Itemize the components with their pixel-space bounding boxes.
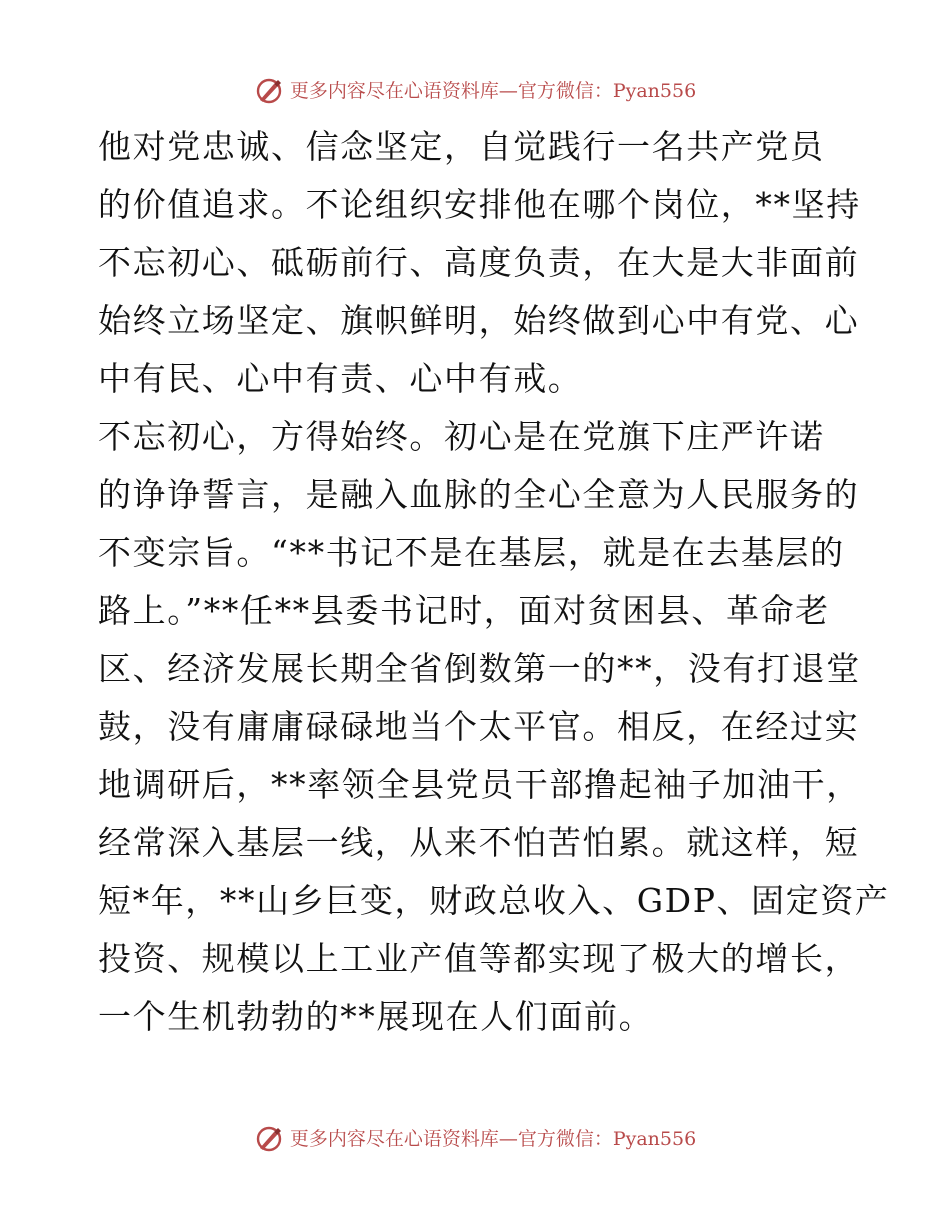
text-line: 的价值追求。不论组织安排他在哪个岗位，**坚持 [98, 185, 861, 224]
pen-circle-logo-icon [254, 1124, 284, 1154]
text-line: 不忘初心、砥砺前行、高度负责，在大是大非面前 [98, 243, 860, 282]
text-line: 不变宗旨。“**书记不是在基层，就是在去基层的 [98, 533, 845, 572]
text-line: 鼓，没有庸庸碌碌地当个太平官。相反，在经过实 [98, 707, 860, 746]
text-line: 投资、规模以上工业产值等都实现了极大的增长， [98, 939, 860, 978]
footer-banner [0, 1124, 950, 1154]
document-body [98, 118, 890, 1046]
pen-circle-logo-icon [254, 76, 284, 106]
footer-banner-text: 更多内容尽在心语资料库—官方微信：Pyan556 [289, 1128, 697, 1150]
header-banner-text: 更多内容尽在心语资料库—官方微信：Pyan556 [289, 80, 697, 102]
text-line: 地调研后，**率领全县党员干部撸起袖子加油干， [98, 765, 861, 804]
text-line: 一个生机勃勃的**展现在人们面前。 [98, 997, 654, 1036]
text-line: 经常深入基层一线，从来不怕苦怕累。就这样，短 [98, 823, 860, 862]
header-banner [0, 76, 950, 106]
text-line: 的诤诤誓言，是融入血脉的全心全意为人民服务的 [98, 475, 860, 514]
paragraph-2 [98, 408, 890, 1046]
text-line: 始终立场坚定、旗帜鲜明，始终做到心中有党、心 [98, 301, 860, 340]
text-line: 中有民、心中有责、心中有戒。 [98, 359, 583, 398]
text-line: 他对党忠诚、信念坚定，自觉践行一名共产党员 [98, 127, 825, 166]
text-line: 区、经济发展长期全省倒数第一的**，没有打退堂 [98, 649, 861, 688]
text-line: 不忘初心，方得始终。初心是在党旗下庄严许诺 [98, 417, 825, 456]
text-line: 路上。”**任**县委书记时，面对贫困县、革命老 [98, 591, 830, 630]
text-line: 短*年，**山乡巨变，财政总收入、GDP、固定资产 [98, 881, 890, 920]
paragraph-1 [98, 118, 861, 408]
